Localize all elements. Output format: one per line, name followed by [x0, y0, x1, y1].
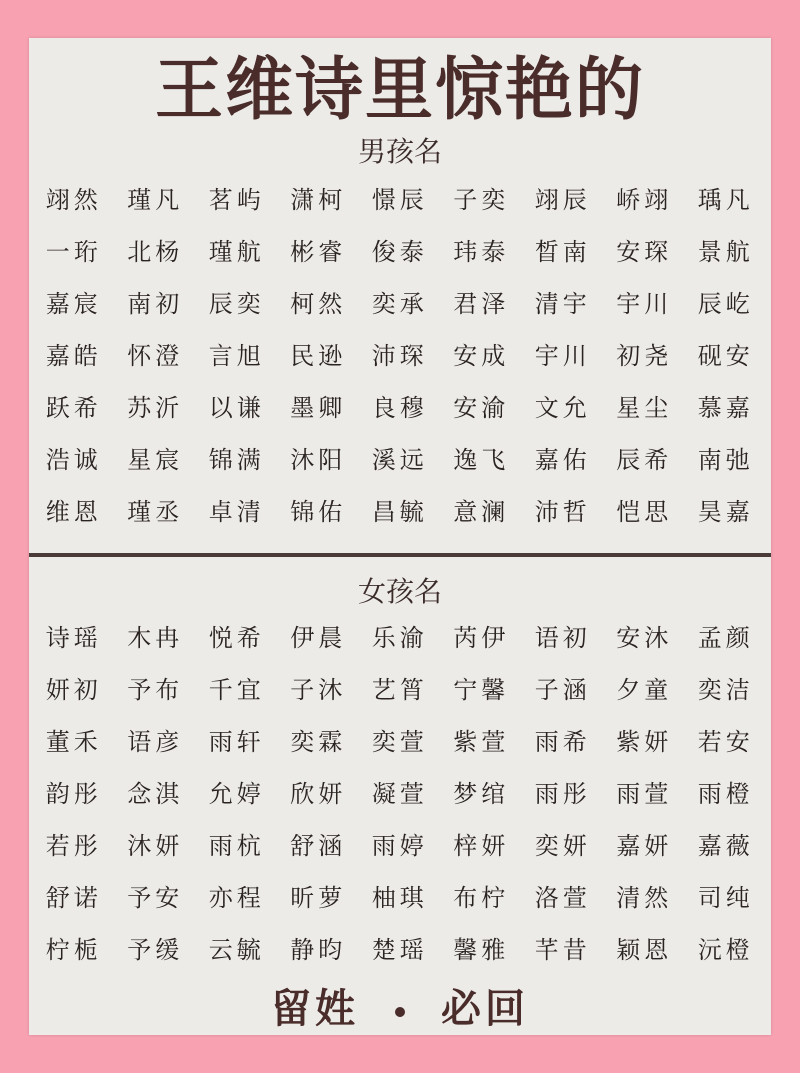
boys-name-item: 瑾丞 [127, 498, 184, 526]
boys-name-item: 文允 [534, 394, 591, 422]
boys-name-item: 安成 [453, 342, 510, 370]
girls-name-item: 雨杭 [208, 832, 265, 860]
girls-name-item: 艺筲 [371, 676, 428, 704]
boys-name-item: 南弛 [697, 446, 754, 474]
girls-name-item: 紫萱 [453, 728, 510, 756]
boys-name-item: 锦佑 [290, 498, 347, 526]
girls-name-item: 语初 [534, 624, 591, 652]
boys-name-item: 逸飞 [453, 446, 510, 474]
girls-name-item: 董禾 [45, 728, 102, 756]
girls-name-item: 舒涵 [290, 832, 347, 860]
footer-dot [395, 1007, 405, 1017]
girls-name-item: 语彦 [127, 728, 184, 756]
boys-name-grid [29, 174, 775, 538]
girls-name-item: 凝萱 [371, 780, 428, 808]
boys-name-item: 北杨 [127, 238, 184, 266]
girls-name-item: 舒诺 [45, 884, 102, 912]
footer-slogan [29, 984, 771, 1034]
boys-name-item: 瑾凡 [127, 186, 184, 214]
girls-name-item: 司纯 [697, 884, 754, 912]
girls-name-item: 梦绾 [453, 780, 510, 808]
boys-name-item: 卓清 [208, 498, 265, 526]
footer-left-text: 留姓 [271, 985, 359, 1032]
girls-name-item: 沐妍 [127, 832, 184, 860]
girls-name-item: 云毓 [208, 936, 265, 964]
boys-name-item: 子奕 [453, 186, 510, 214]
girls-name-item: 芮伊 [453, 624, 510, 652]
girls-name-item: 雨婷 [371, 832, 428, 860]
boys-name-item: 翊辰 [534, 186, 591, 214]
section-divider [29, 553, 771, 557]
boys-name-item: 景航 [697, 238, 754, 266]
boys-name-item: 安渝 [453, 394, 510, 422]
girls-name-item: 念淇 [127, 780, 184, 808]
boys-name-item: 翊然 [45, 186, 102, 214]
girls-name-item: 奕霖 [290, 728, 347, 756]
girls-name-item: 夕童 [616, 676, 673, 704]
boys-name-item: 恺思 [616, 498, 673, 526]
girls-name-item: 若安 [697, 728, 754, 756]
girls-name-item: 奕萱 [371, 728, 428, 756]
girls-name-item: 楚瑶 [371, 936, 428, 964]
girls-name-item: 芊昔 [534, 936, 591, 964]
boys-name-item: 瑀凡 [697, 186, 754, 214]
boys-name-item: 嘉皓 [45, 342, 102, 370]
boys-name-item: 嘉宸 [45, 290, 102, 318]
boys-name-item: 嘉佑 [534, 446, 591, 474]
boys-name-item: 民逊 [290, 342, 347, 370]
girls-name-item: 予缓 [127, 936, 184, 964]
girls-name-item: 雨彤 [534, 780, 591, 808]
girls-name-item: 颖恩 [616, 936, 673, 964]
girls-name-item: 柠栀 [45, 936, 102, 964]
girls-name-grid [29, 612, 775, 976]
girls-name-item: 妍初 [45, 676, 102, 704]
girls-name-item: 伊晨 [290, 624, 347, 652]
boys-name-item: 一珩 [45, 238, 102, 266]
boys-name-item: 辰屹 [697, 290, 754, 318]
girls-name-item: 安沐 [616, 624, 673, 652]
boys-name-item: 意澜 [453, 498, 510, 526]
boys-name-item: 俊泰 [371, 238, 428, 266]
girls-name-item: 韵彤 [45, 780, 102, 808]
girls-name-item: 清然 [616, 884, 673, 912]
girls-heading: 女孩名 [357, 575, 442, 608]
girls-name-item: 雨轩 [208, 728, 265, 756]
girls-name-item: 子涵 [534, 676, 591, 704]
boys-name-item: 南初 [127, 290, 184, 318]
boys-name-item: 昌毓 [371, 498, 428, 526]
boys-name-item: 跃希 [45, 394, 102, 422]
girls-name-item: 沅橙 [697, 936, 754, 964]
boys-name-item: 苏沂 [127, 394, 184, 422]
girls-name-item: 乐渝 [371, 624, 428, 652]
girls-name-item: 柚琪 [371, 884, 428, 912]
girls-name-item: 嘉薇 [697, 832, 754, 860]
boys-name-item: 宇川 [534, 342, 591, 370]
girls-name-item: 馨雅 [453, 936, 510, 964]
girls-name-item: 奕洁 [697, 676, 754, 704]
footer-right-text: 必回 [441, 985, 529, 1032]
girls-name-item: 梓妍 [453, 832, 510, 860]
girls-name-item: 若彤 [45, 832, 102, 860]
girls-name-item: 予布 [127, 676, 184, 704]
girls-name-item: 嘉妍 [616, 832, 673, 860]
girls-name-item: 奕妍 [534, 832, 591, 860]
boys-name-item: 峤翊 [616, 186, 673, 214]
boys-name-item: 溪远 [371, 446, 428, 474]
girls-name-item: 紫妍 [616, 728, 673, 756]
girls-name-item: 布柠 [453, 884, 510, 912]
boys-name-item: 慕嘉 [697, 394, 754, 422]
boys-name-item: 安琛 [616, 238, 673, 266]
girls-name-item: 子沐 [290, 676, 347, 704]
paper-card [29, 38, 771, 1035]
girls-name-item: 静昀 [290, 936, 347, 964]
boys-name-item: 瑾航 [208, 238, 265, 266]
boys-name-item: 初尧 [616, 342, 673, 370]
boys-name-item: 以谦 [208, 394, 265, 422]
girls-name-item: 雨橙 [697, 780, 754, 808]
boys-name-item: 辰奕 [208, 290, 265, 318]
boys-name-item: 星尘 [616, 394, 673, 422]
girls-name-item: 允婷 [208, 780, 265, 808]
girls-name-item: 亦程 [208, 884, 265, 912]
boys-name-item: 锦满 [208, 446, 265, 474]
boys-name-item: 言旭 [208, 342, 265, 370]
boys-name-item: 砚安 [697, 342, 754, 370]
boys-heading: 男孩名 [357, 135, 442, 168]
girls-name-item: 欣妍 [290, 780, 347, 808]
boys-name-item: 柯然 [290, 290, 347, 318]
boys-name-item: 怀澄 [127, 342, 184, 370]
boys-name-item: 昊嘉 [697, 498, 754, 526]
boys-name-item: 奕承 [371, 290, 428, 318]
boys-name-item: 玮泰 [453, 238, 510, 266]
girls-name-item: 悦希 [208, 624, 265, 652]
boys-name-item: 良穆 [371, 394, 428, 422]
girls-name-item: 予安 [127, 884, 184, 912]
boys-name-item: 浩诚 [45, 446, 102, 474]
boys-name-item: 沛琛 [371, 342, 428, 370]
boys-name-item: 辰希 [616, 446, 673, 474]
girls-name-item: 诗瑶 [45, 624, 102, 652]
boys-name-item: 憬辰 [371, 186, 428, 214]
boys-name-item: 宇川 [616, 290, 673, 318]
boys-name-item: 墨卿 [290, 394, 347, 422]
girls-name-item: 洛萱 [534, 884, 591, 912]
boys-name-item: 彬睿 [290, 238, 347, 266]
boys-name-item: 沛哲 [534, 498, 591, 526]
boys-name-item: 清宇 [534, 290, 591, 318]
girls-name-item: 雨希 [534, 728, 591, 756]
girls-name-item: 千宜 [208, 676, 265, 704]
boys-name-item: 茗屿 [208, 186, 265, 214]
boys-name-item: 潇柯 [290, 186, 347, 214]
boys-name-item: 星宸 [127, 446, 184, 474]
boys-name-item: 晳南 [534, 238, 591, 266]
boys-name-item: 君泽 [453, 290, 510, 318]
boys-name-item: 沐阳 [290, 446, 347, 474]
page-title: 王维诗里惊艳的 [154, 50, 645, 130]
boys-name-item: 维恩 [45, 498, 102, 526]
girls-name-item: 雨萱 [616, 780, 673, 808]
girls-name-item: 孟颜 [697, 624, 754, 652]
girls-name-item: 木冉 [127, 624, 184, 652]
girls-name-item: 宁馨 [453, 676, 510, 704]
girls-name-item: 昕萝 [290, 884, 347, 912]
